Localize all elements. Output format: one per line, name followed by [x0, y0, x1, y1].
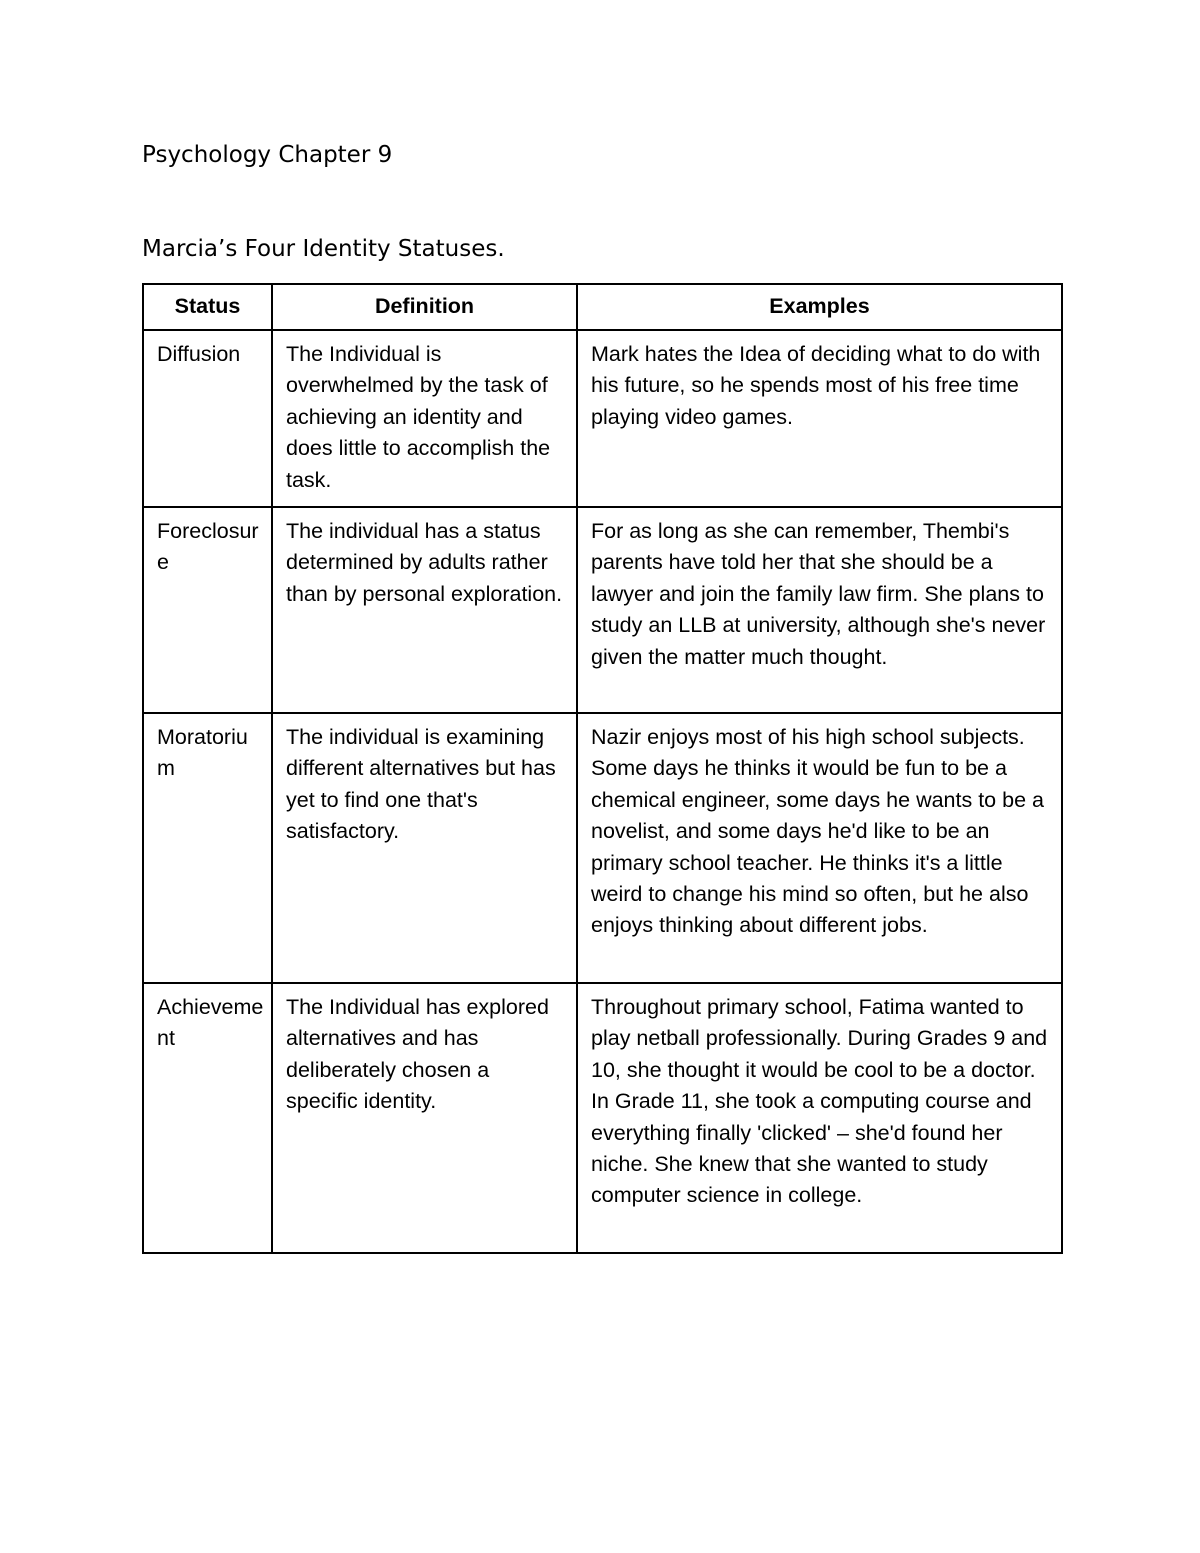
header-definition: Definition [272, 284, 577, 330]
definition-cell: The Individual is overwhelmed by the task of achieving an identity and does little to accomplish the task. [272, 330, 577, 507]
document-title: Psychology Chapter 9 [142, 142, 393, 168]
example-cell: Throughout primary school, Fatima wanted to play netball professionally. During Grades 9 and 10, she thought it would be cool to be a doctor. In Grade 11, she took a computing course and everything finally 'clicked' – she'd found her niche. She knew that she wanted to study computer science in college. [577, 983, 1062, 1253]
status-cell: Achievement [143, 983, 272, 1253]
table-row [143, 713, 1062, 983]
document-subtitle: Marcia’s Four Identity Statuses. [142, 236, 505, 262]
example-cell: Nazir enjoys most of his high school subjects. Some days he thinks it would be fun to be a chemical engineer, some days he wants to be a novelist, and some days he'd like to be an primary school teacher. He thinks it's a little weird to change his mind so often, but he also enjoys thinking about different jobs. [577, 713, 1062, 983]
status-cell: Foreclosure [143, 507, 272, 713]
table-header-row [143, 284, 1062, 330]
definition-cell: The individual is examining different alternatives but has yet to find one that's satisfactory. [272, 713, 577, 983]
example-cell: For as long as she can remember, Thembi's parents have told her that she should be a lawyer and join the family law firm. She plans to study an LLB at university, although she's never given the matter much thought. [577, 507, 1062, 713]
table-row [143, 330, 1062, 507]
status-cell: Moratorium [143, 713, 272, 983]
table-row [143, 983, 1062, 1253]
definition-cell: The Individual has explored alternatives and has deliberately chosen a specific identity. [272, 983, 577, 1253]
example-cell: Mark hates the Idea of deciding what to do with his future, so he spends most of his free time playing video games. [577, 330, 1062, 507]
identity-status-table [142, 283, 1063, 1254]
header-status: Status [143, 284, 272, 330]
table-row [143, 507, 1062, 713]
definition-cell: The individual has a status determined by adults rather than by personal exploration. [272, 507, 577, 713]
header-examples: Examples [577, 284, 1062, 330]
status-cell: Diffusion [143, 330, 272, 507]
